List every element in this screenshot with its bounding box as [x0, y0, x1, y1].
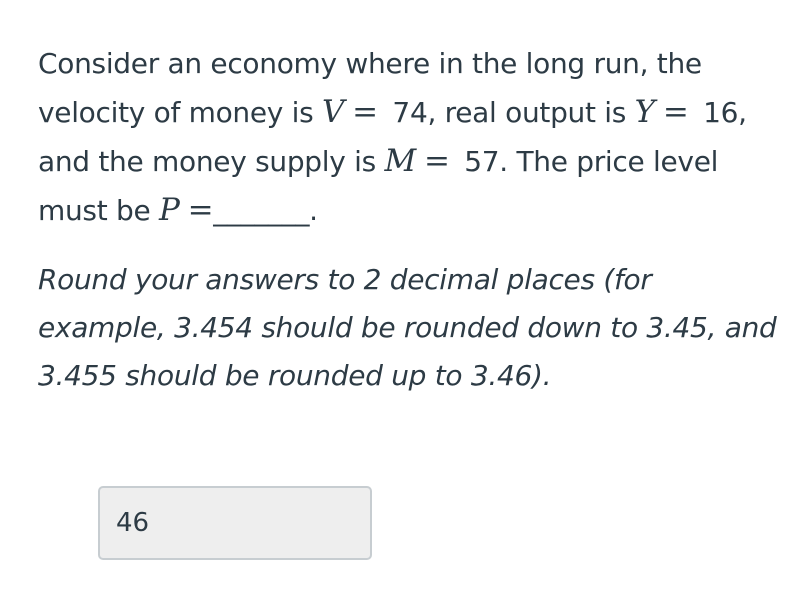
- money-supply-value: 57. The price level must be: [38, 145, 719, 227]
- output-variable: Y =: [634, 94, 689, 130]
- answer-input[interactable]: [98, 486, 372, 560]
- rounding-instruction: Round your answers to 2 decimal places (for example, 3.454 should be rounded down to 3.45, and 3.455 should be rounded up to 3.46).: [38, 263, 777, 392]
- answer-blank: _______.: [213, 194, 318, 227]
- question-text-intro: Consider an economy where in the long run, the velocity of money is: [38, 47, 702, 129]
- question-text: [38, 40, 778, 235]
- price-level-variable: P =: [159, 192, 214, 228]
- answer-value: 46: [116, 508, 150, 538]
- question-paragraph: [38, 40, 778, 235]
- velocity-value: 74, real output is: [383, 96, 635, 129]
- output-value: 16, and the money supply is: [38, 96, 747, 178]
- money-supply-variable: M =: [384, 143, 450, 179]
- velocity-variable: V =: [322, 94, 378, 130]
